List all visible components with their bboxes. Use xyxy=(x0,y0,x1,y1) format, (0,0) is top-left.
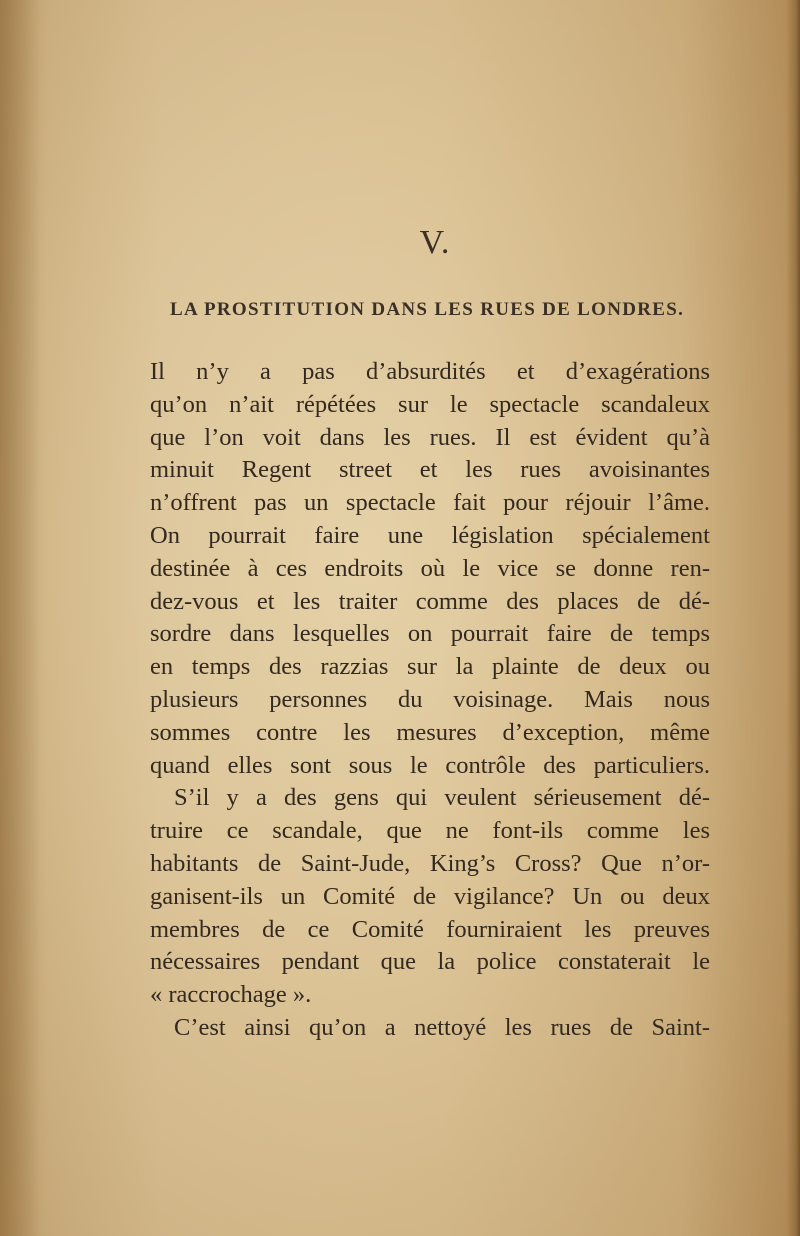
text-line: destinée à ces endroits où le vice se donne ren- xyxy=(150,554,710,582)
page-left-shadow xyxy=(0,0,40,1236)
text-line: C’est ainsi qu’on a nettoyé les rues de Saint- xyxy=(174,1013,710,1041)
text-line: qu’on n’ait répétées sur le spectacle scandaleux xyxy=(150,390,710,418)
text-line: membres de ce Comité fourniraient les preuves xyxy=(150,915,710,943)
text-line: S’il y a des gens qui veulent sérieusement dé- xyxy=(174,784,710,812)
text-line: plusieurs personnes du voisinage. Mais nous xyxy=(150,685,710,713)
text-line: nécessaires pendant que la police constaterait le xyxy=(150,948,710,976)
text-line: ganisent-ils un Comité de vigilance? Un ou deux xyxy=(150,882,710,910)
text-line: habitants de Saint-Jude, King’s Cross? Que n’or- xyxy=(150,849,710,877)
text-line: Il n’y a pas d’absurdités et d’exagérations xyxy=(150,358,710,385)
page-right-edge xyxy=(786,0,800,1236)
text-line: quand elles sont sous le contrôle des particuliers. xyxy=(150,751,710,779)
text-line: On pourrait faire une législation spécialement xyxy=(150,521,710,549)
text-line: truire ce scandale, que ne font-ils comme les xyxy=(150,817,710,845)
text-line: sordre dans lesquelles on pourrait faire de temps xyxy=(150,620,710,648)
chapter-number: V. xyxy=(419,224,451,261)
text-line: sommes contre les mesures d’exception, même xyxy=(150,718,710,746)
text-line: que l’on voit dans les rues. Il est évident qu’à xyxy=(150,423,710,451)
text-line: minuit Regent street et les rues avoisinantes xyxy=(150,456,710,484)
body-text xyxy=(150,356,710,1045)
chapter-title: LA PROSTITUTION DANS LES RUES DE LONDRES. xyxy=(170,299,685,320)
text-line: en temps des razzias sur la plainte de deux ou xyxy=(150,653,710,681)
text-line: n’offrent pas un spectacle fait pour réjouir l’âme. xyxy=(150,489,710,517)
text-line: « raccrochage ». xyxy=(150,981,312,1009)
text-line: dez-vous et les traiter comme des places de dé- xyxy=(150,587,710,615)
